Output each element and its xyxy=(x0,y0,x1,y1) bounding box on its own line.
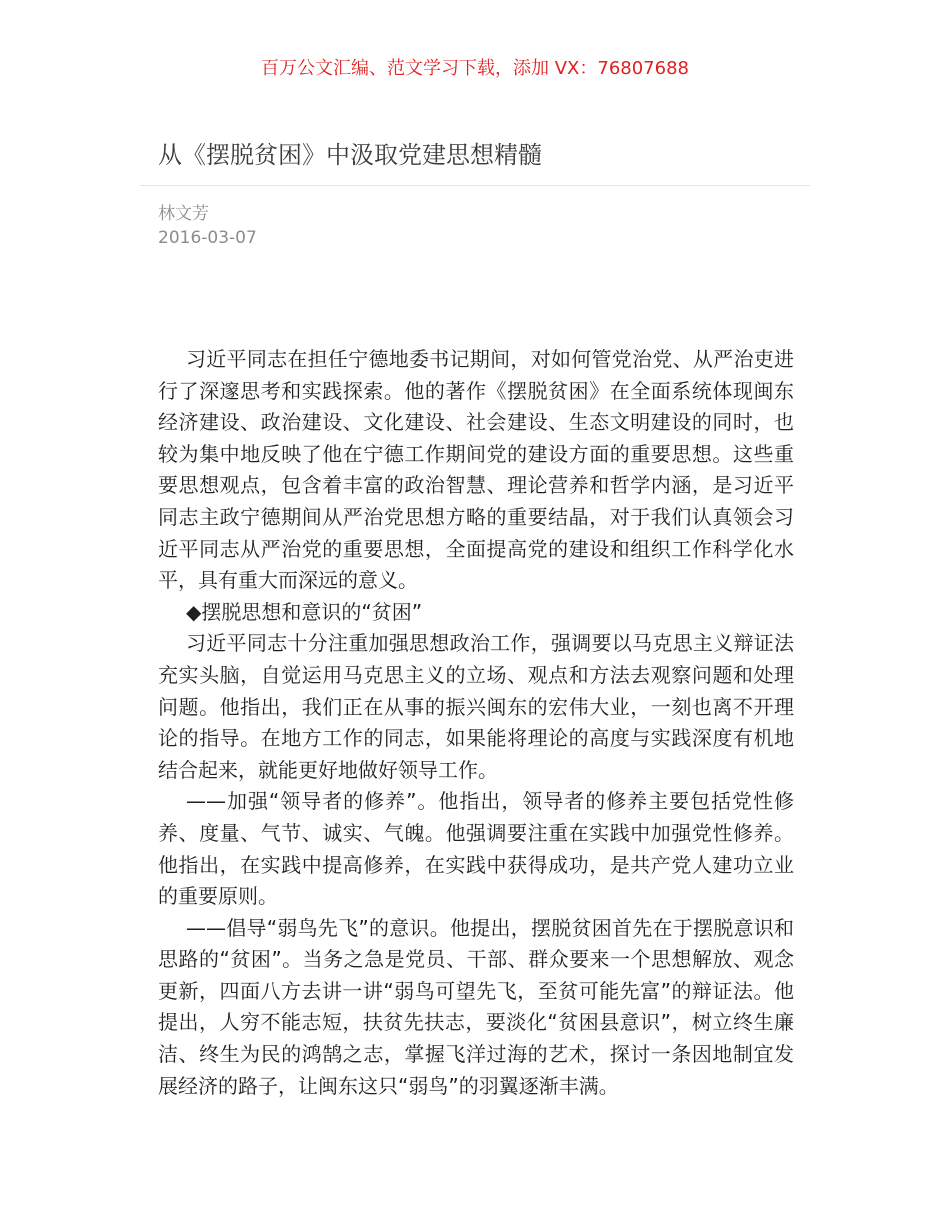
paragraph-leadership: ——加强“领导者的修养”。他指出，领导者的修养主要包括党性修养、度量、气节、诚实、气魄。他强调要注重在实践中加强党性修养。他指出，在实践中提高修养，在实践中获得成功，是共产党人建功立业的重要原则。 xyxy=(158,789,794,909)
article-date: 2016-03-07 xyxy=(158,228,257,248)
promo-banner: 百万公文汇编、范文学习下载，添加 VX：76807688 xyxy=(261,58,689,79)
article-body xyxy=(158,344,794,1102)
paragraph-weak-bird: ——倡导“弱鸟先飞”的意识。他提出，摆脱贫困首先在于摆脱意识和思路的“贫困”。当务之急是党员、干部、群众要来一个思想解放、观念更新，四面八方去讲一讲“弱鸟可望先飞，至贫可能先富”的辩证法。他提出，人穷不能志短，扶贫先扶志，要淡化“贫困县意识”，树立终生廉洁、终生为民的鸿鹄之志，掌握飞洋过海的艺术，探讨一条因地制宜发展经济的路子，让闽东这只“弱鸟”的羽翼逐渐丰满。 xyxy=(158,915,794,1098)
paragraph-intro: 习近平同志在担任宁德地委书记期间，对如何管党治党、从严治吏进行了深邃思考和实践探索。他的著作《摆脱贫困》在全面系统体现闽东经济建设、政治建设、文化建设、社会建设、生态文明建设的同时，也较为集中地反映了他在宁德工作期间党的建设方面的重要思想。这些重要思想观点，包含着丰富的政治智慧、理论营养和哲学内涵，是习近平同志主政宁德期间从严治党思想方略的重要结晶，对于我们认真领会习近平同志从严治党的重要思想，全面提高党的建设和组织工作科学化水平，具有重大而深远的意义。 xyxy=(158,347,794,593)
article-author: 林文芳 xyxy=(158,204,209,224)
title-divider xyxy=(140,185,810,186)
paragraph-theory: 习近平同志十分注重加强思想政治工作，强调要以马克思主义辩证法充实头脑，自觉运用马克思主义的立场、观点和方法去观察问题和处理问题。他指出，我们正在从事的振兴闽东的宏伟大业，一刻也离不开理论的指导。在地方工作的同志，如果能将理论的高度与实践深度有机地结合起来，就能更好地做好领导工作。 xyxy=(158,631,794,782)
section-heading: ◆摆脱思想和意识的“贫困” xyxy=(186,599,423,624)
article-title: 从《摆脱贫困》中汲取党建思想精髓 xyxy=(158,141,542,169)
